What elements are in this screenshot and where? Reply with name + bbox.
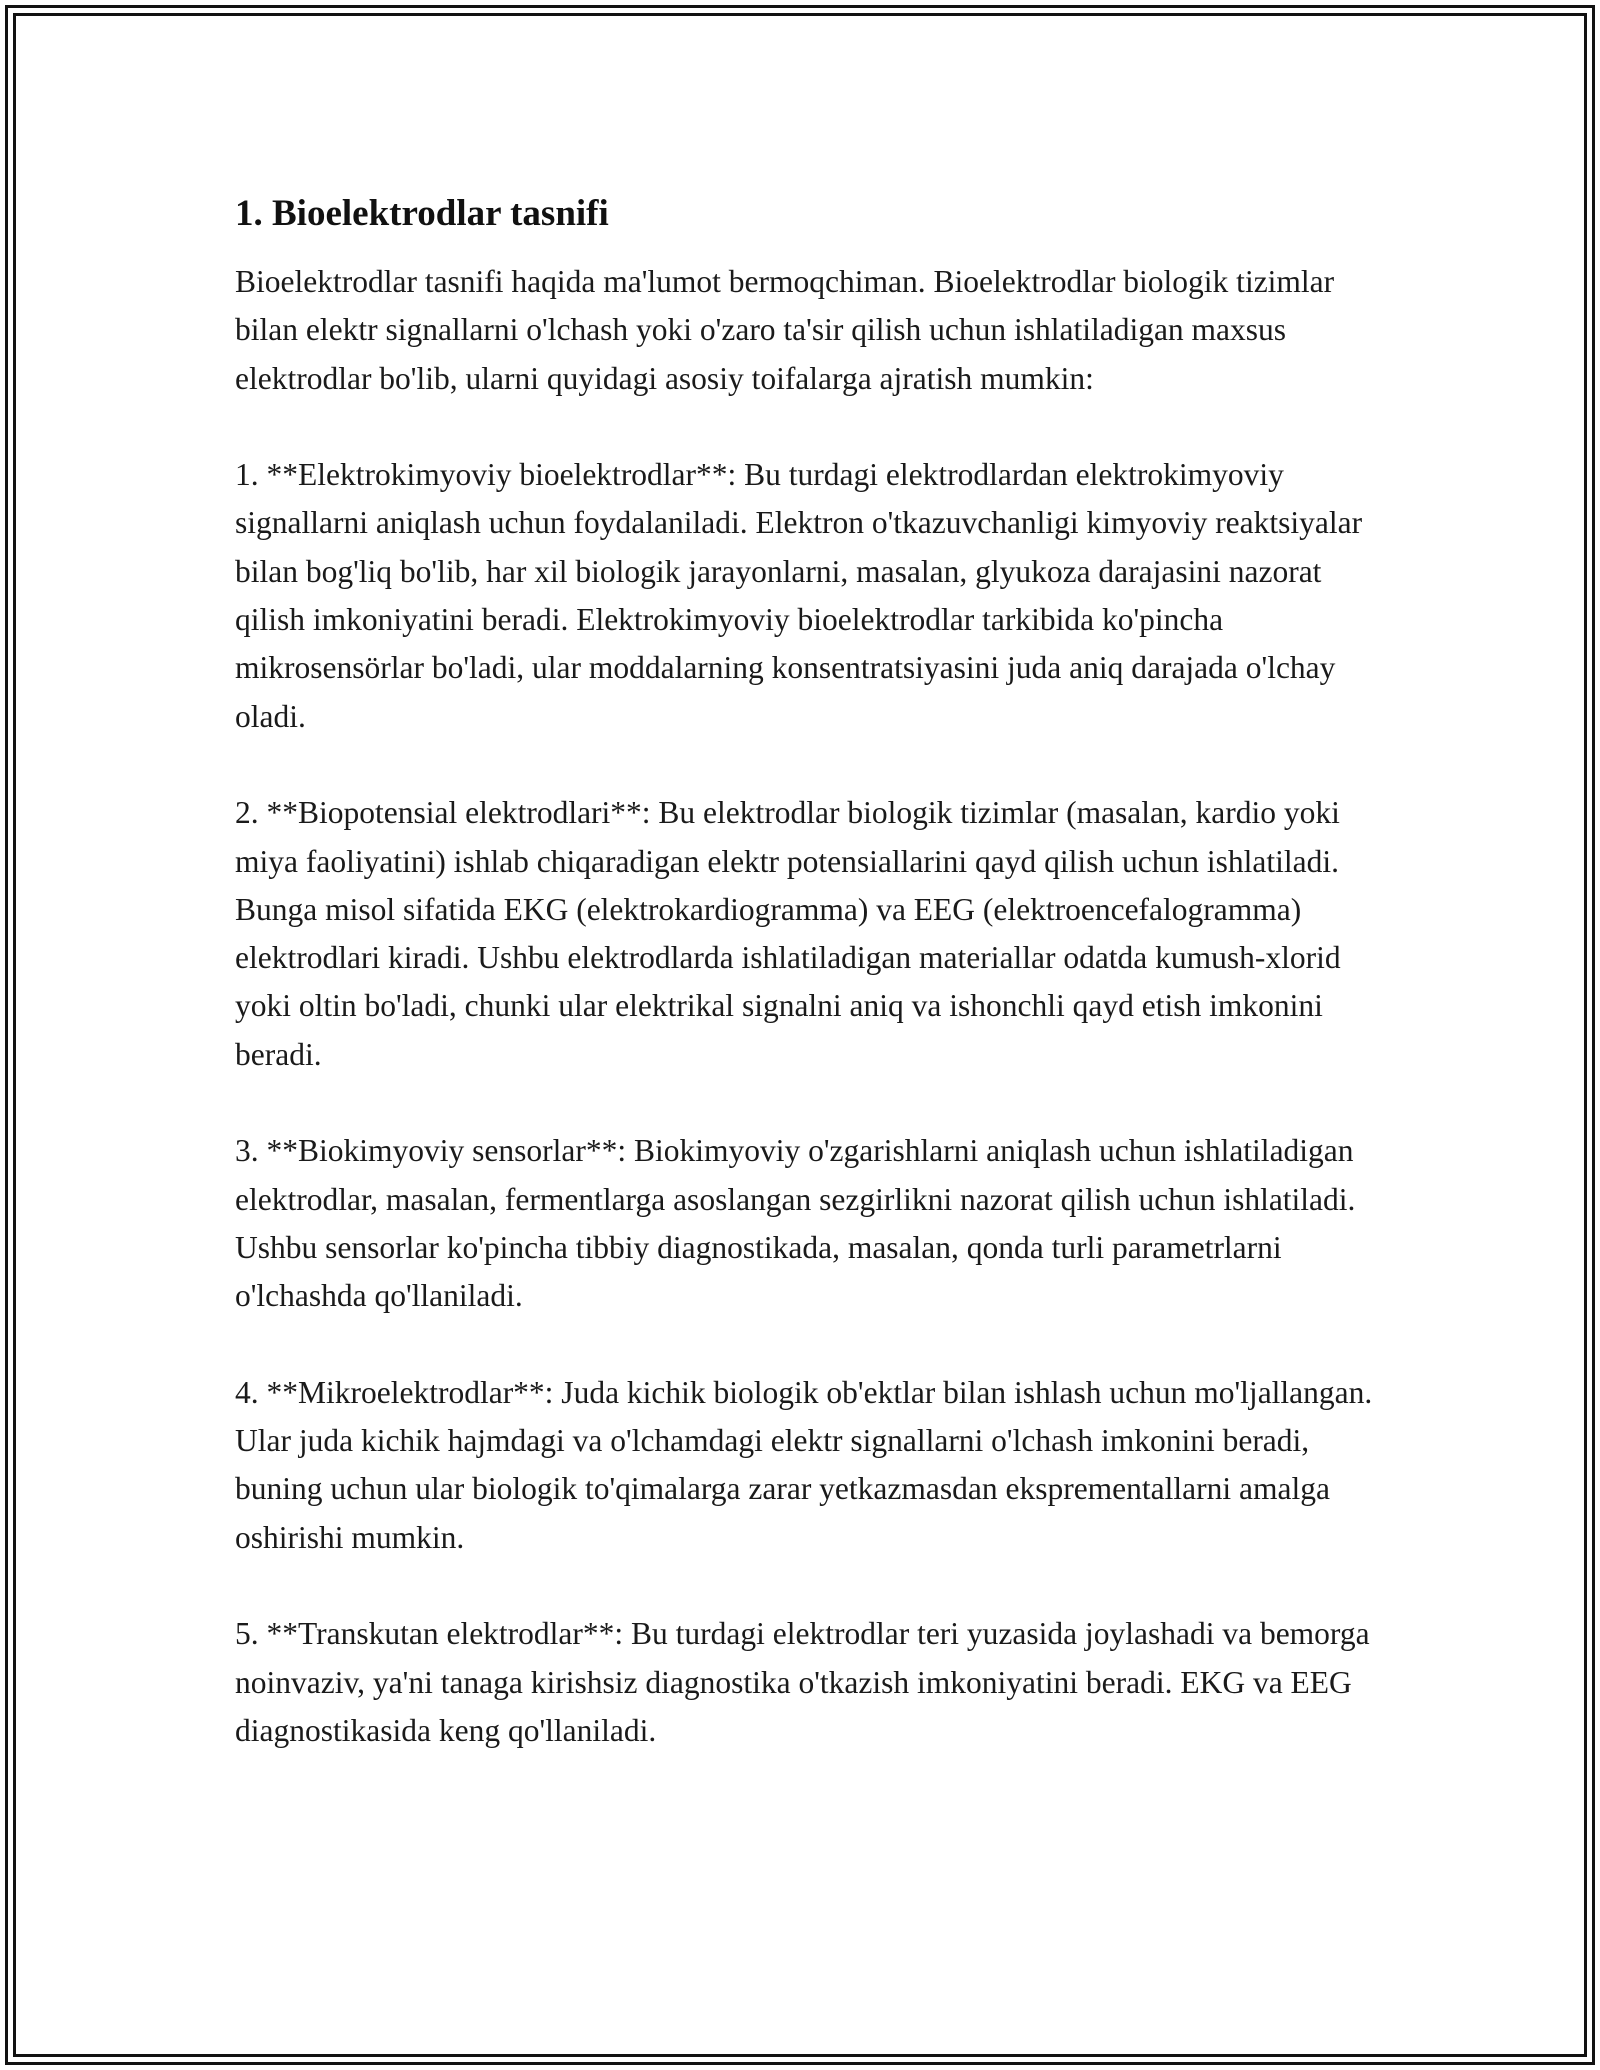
list-item-microelectrodes: 4. **Mikroelektrodlar**: Juda kichik biologik ob'ektlar bilan ishlash uchun mo'ljallangan. Ular juda kichik hajmdagi va o'lchamdagi elektr signallarni o'lchash imkonini beradi, buning uchun ular biologik to'qimalarga zarar yetkazmasdan eksprementallarni amalga oshirishi mumkin. [235,1374,1373,1555]
list-item-electrochemical: 1. **Elektrokimyoviy bioelektrodlar**: Bu turdagi elektrodlardan elektrokimyoviy signallarni aniqlash uchun foydalaniladi. Elektron o'tkazuvchanligi kimyoviy reaktsiyalar bilan bog'liq bo'lib, har xil biologik jarayonlarni, masalan, glyukoza darajasini nazorat qilish imkoniyatini beradi. Elektrokimyoviy bioelektrodlar tarkibida ko'pincha mikrosensörlar bo'ladi, ular moddalarning konsentratsiyasini juda aniq darajada o'lchay oladi. [235,457,1363,734]
document-body [235,186,1375,1804]
intro-paragraph: Bioelektrodlar tasnifi haqida ma'lumot bermoqchiman. Bioelektrodlar biologik tizimlar bilan elektr signallarni o'lchash yoki o'zaro ta'sir qilish uchun ishlatiladigan maxsus elektrodlar bo'lib, ularni quyidagi asosiy toifalarga ajratish mumkin: [235,264,1335,396]
document-title: 1. Bioelektrodlar tasnifi [235,193,609,234]
list-item-transcutaneous: 5. **Transkutan elektrodlar**: Bu turdagi elektrodlar teri yuzasida joylashadi va bemorga noinvaziv, ya'ni tanaga kirishsiz diagnostika o'tkazish imkoniyatini beradi. EKG va EEG diagnostikasida keng qo'llaniladi. [235,1616,1370,1748]
list-item-biochemical-sensors: 3. **Biokimyoviy sensorlar**: Biokimyoviy o'zgarishlarni aniqlash uchun ishlatiladigan elektrodlar, masalan, fermentlarga asoslangan sezgirlikni nazorat qilish uchun ishlatiladi. Ushbu sensorlar ko'pincha tibbiy diagnostikada, masalan, qonda turli parametrlarni o'lchashda qo'llaniladi. [235,1133,1356,1314]
list-item-biopotential: 2. **Biopotensial elektrodlari**: Bu elektrodlar biologik tizimlar (masalan, kardio yoki miya faoliyatini) ishlab chiqaradigan elektr potensiallarini qayd qilish uchun ishlatiladi. Bunga misol sifatida EKG (elektrokardiogramma) va EEG (elektroencefalogramma) elektrodlari kiradi. Ushbu elektrodlarda ishlatiladigan materiallar odatda kumush-xlorid yoki oltin bo'ladi, chunki ular elektrikal signalni aniq va ishonchli qayd etish imkonini beradi. [235,795,1341,1072]
